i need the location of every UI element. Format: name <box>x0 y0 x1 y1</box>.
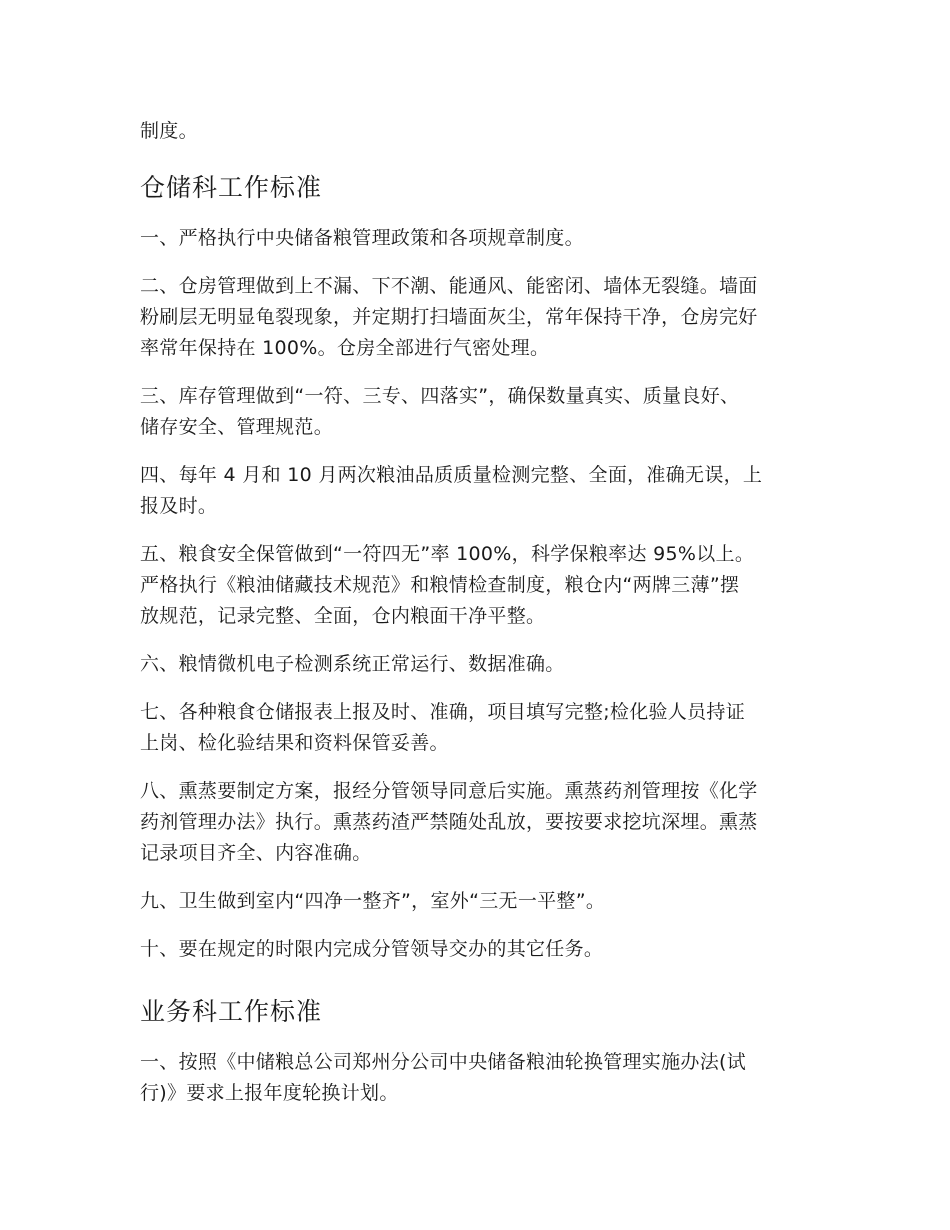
text-line: 率常年保持在 100%。仓房全部进行气密处理。 <box>140 337 550 359</box>
standard-item <box>140 934 812 965</box>
text-line: 制度。 <box>140 120 198 142</box>
text-line: 放规范，记录完整、全面，仓内粮面干净平整。 <box>140 605 546 627</box>
standard-item <box>140 223 812 254</box>
section-heading: 业务科工作标准 <box>140 997 323 1026</box>
text-line: 三、库存管理做到“一符、三专、四落实”，确保数量真实、质量良好、 <box>140 385 740 407</box>
text-line: 粉刷层无明显龟裂现象，并定期打扫墙面灰尘，常年保持干净，仓房完好 <box>140 306 758 328</box>
standard-item <box>140 697 812 759</box>
standard-item <box>140 460 812 522</box>
document-page <box>140 116 812 1126</box>
intro-paragraph <box>140 116 812 147</box>
text-line: 四、每年 4 月和 10 月两次粮油品质质量检测完整、全面，准确无误，上 <box>140 464 763 486</box>
text-line: 五、粮食安全保管做到“一符四无”率 100%，科学保粮率达 95%以上。 <box>140 543 755 565</box>
sections-container <box>140 171 812 1109</box>
text-line: 九、卫生做到室内“四净一整齐”，室外“三无一平整”。 <box>140 890 606 912</box>
text-line: 药剂管理办法》执行。熏蒸药渣严禁随处乱放，要按要求挖坑深埋。熏蒸 <box>140 811 758 833</box>
text-line: 严格执行《粮油储藏技术规范》和粮情检查制度，粮仓内“两牌三薄”摆 <box>140 574 740 596</box>
text-line: 二、仓房管理做到上不漏、下不潮、能通风、能密闭、墙体无裂缝。墙面 <box>140 275 758 297</box>
text-line: 行)》要求上报年度轮换计划。 <box>140 1082 399 1104</box>
intro-text <box>140 116 812 147</box>
text-line: 十、要在规定的时限内完成分管领导交办的其它任务。 <box>140 938 604 960</box>
text-line: 报及时。 <box>140 495 218 517</box>
standard-item <box>140 381 812 443</box>
standard-item <box>140 271 812 364</box>
text-line: 上岗、检化验结果和资料保管妥善。 <box>140 732 449 754</box>
section-heading: 仓储科工作标准 <box>140 173 323 202</box>
standard-item <box>140 539 812 632</box>
text-line: 六、粮情微机电子检测系统正常运行、数据准确。 <box>140 653 565 675</box>
standard-item <box>140 776 812 869</box>
standard-item <box>140 649 812 680</box>
text-line: 一、按照《中储粮总公司郑州分公司中央储备粮油轮换管理实施办法(试 <box>140 1051 747 1073</box>
standard-item <box>140 886 812 917</box>
text-line: 一、严格执行中央储备粮管理政策和各项规章制度。 <box>140 227 584 249</box>
text-line: 记录项目齐全、内容准确。 <box>140 842 372 864</box>
text-line: 储存安全、管理规范。 <box>140 416 334 438</box>
standard-item <box>140 1047 812 1109</box>
text-line: 八、熏蒸要制定方案，报经分管领导同意后实施。熏蒸药剂管理按《化学 <box>140 780 758 802</box>
text-line: 七、各种粮食仓储报表上报及时、准确，项目填写完整;检化验人员持证 <box>140 701 746 723</box>
